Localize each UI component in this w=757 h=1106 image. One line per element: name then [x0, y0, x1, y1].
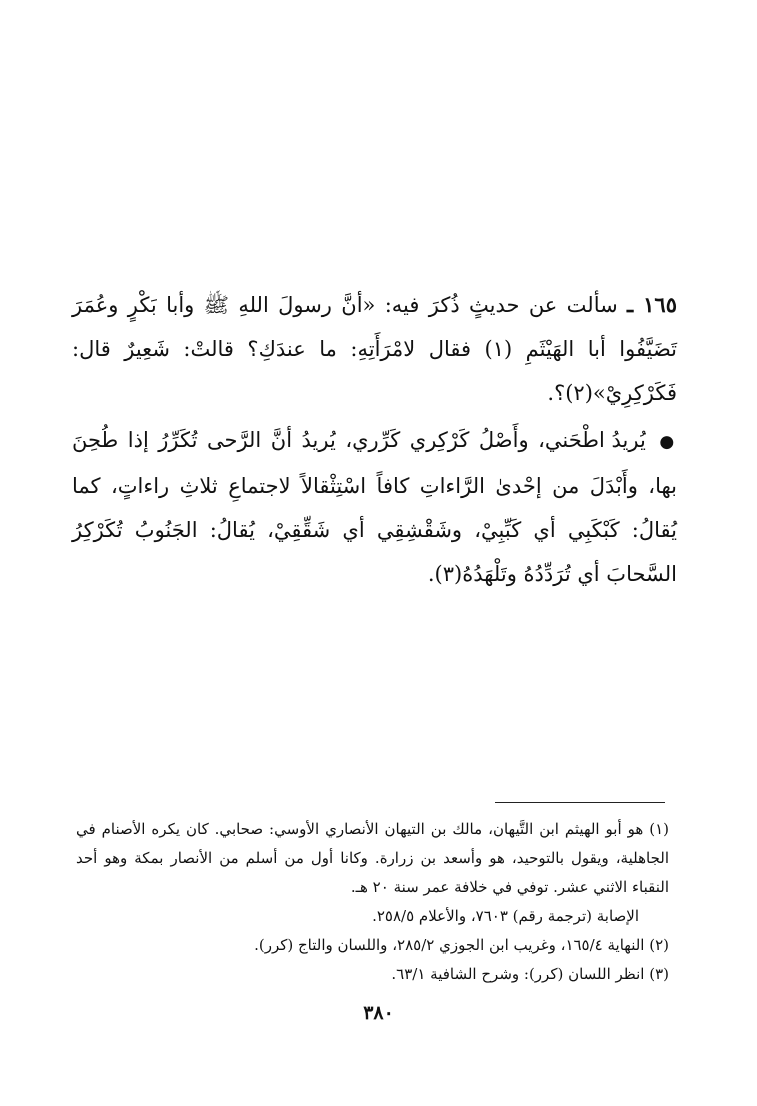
footnote-2: (٢) النهاية ١٦٥/٤، وغريب ابن الجوزي ٢٨٥/٢، واللسان والتاج (كرر).: [254, 936, 669, 954]
bullet-icon: ●: [659, 432, 677, 452]
question-text: سألت عن حديثٍ ذُكرَ فيه: «أنَّ رسولَ اللهِ ﷺ وأبا بَكْرٍ وعُمَرَ تَضَيَّفُوا أبا الهَيْثَمِ (١) فقال لامْرَأَتِهِ: ما عندَكِ؟ قالتْ: شَعِيرٌ قال: فَكَرْكِرِيْ»(٢)؟.: [72, 293, 677, 405]
footnotes: [76, 815, 669, 989]
answer-text: يُريدُ اطْحَني، وأَصْلُ كَرْكِري كَرِّري، يُريدُ أنَّ الرَّحى تُكَرِّرُ إذا طُحِنَ بها، وأَبْدَلَ من إحْدىٰ الرَّاءاتِ كافاً اسْتِثْقالاً لاجتماعِ ثلاثِ راءاتٍ، كما يُقالُ: كَبْكَبِي أي كَبِّبِيْ، وشَقْشِقِي أي شَقِّقِيْ، يُقالُ: الجَنُوبُ تُكَرْكِرُ السَّحابَ أي تُرَدِّدُهُ وتَلْهَدُهُ(٣).: [72, 428, 677, 586]
footnote-3: (٣) انظر اللسان (كرر): وشرح الشافية ٦٣/١.: [391, 965, 669, 983]
answer-paragraph: [72, 418, 677, 596]
question-paragraph: [72, 283, 677, 415]
footnote-divider: [495, 802, 665, 803]
page-number: ٣٨٠: [363, 1002, 394, 1024]
footnote-1-source: الإصابة (ترجمة رقم) ٧٦٠٣، والأعلام ٢٥٨/٥.: [372, 907, 639, 925]
question-number: ١٦٥ ـ: [627, 292, 677, 317]
footnote-1: (١) هو أبو الهيثم ابن التَّيهان، مالك بن التيهان الأنصاري الأوسي: صحابي. كان يكره الأصنام في الجاهلية، ويقول بالتوحيد، هو وأسعد بن زرارة. وكانا أول من أسلم من الأنصار بمكة وهو أحد النقباء الاثني عشر. توفي في خلافة عمر سنة ٢٠ هـ.: [76, 820, 669, 896]
